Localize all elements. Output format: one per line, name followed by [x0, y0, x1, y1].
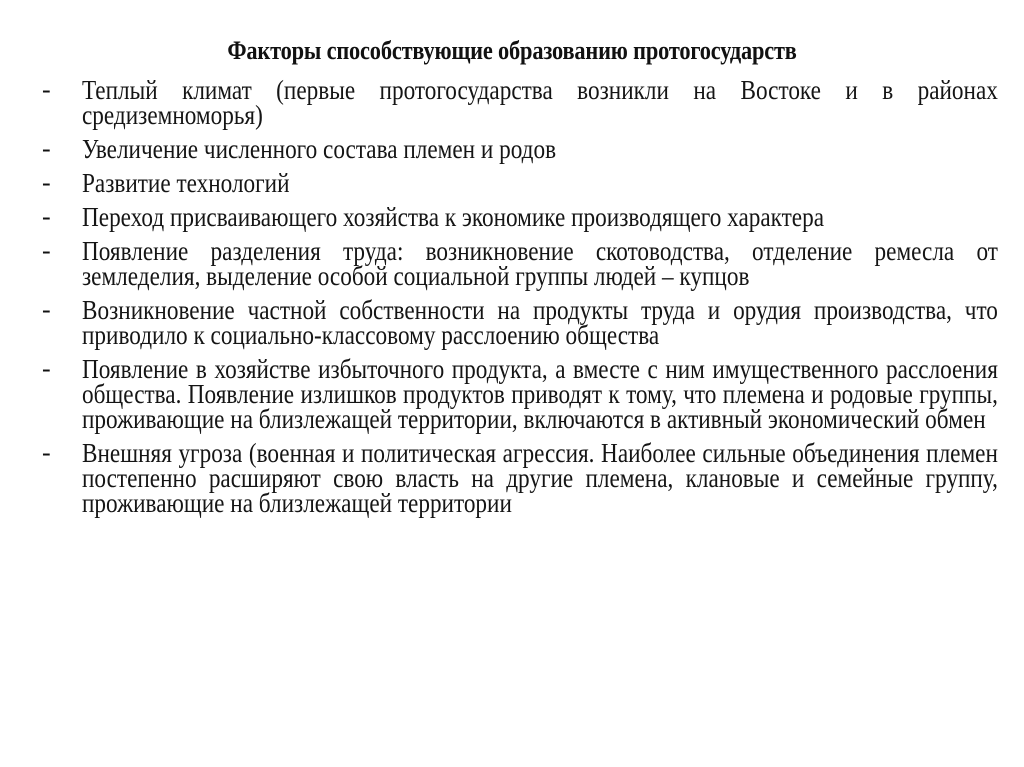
- list-item-text: Теплый климат (первые протогосударства возникли на Востоке и в районах средиземноморья): [82, 75, 998, 130]
- list-item-text: Появление разделения труда: возникновение скотоводства, отделение ремесла от земледелия, выделение особой социальной группы людей – купцов: [82, 236, 998, 291]
- list-item-text: Развитие технологий: [82, 168, 290, 198]
- slide-title: [0, 36, 1024, 66]
- list-item-text: Возникновение частной собственности на продукты труда и орудия производства, что приводило к социально-классовому расслоению общества: [82, 295, 998, 350]
- list-item-text: Внешняя угроза (военная и политическая агрессия. Наиболее сильные объединения племен постепенно расширяют свою власть на другие племена, клановые и семейные группу, проживающие на близлежащей территории: [82, 438, 998, 518]
- list-item: [0, 236, 1024, 291]
- slide-title-text: Факторы способствующие образованию протогосударств: [227, 36, 797, 65]
- list-item: [0, 202, 1024, 232]
- list-item: [0, 354, 1024, 434]
- list-item: [0, 295, 1024, 350]
- list-item: [0, 134, 1024, 164]
- bullet-dash: -: [42, 354, 51, 383]
- list-item-text: Появление в хозяйстве избыточного продукта, а вместе с ним имущественного расслоения общества. Появление излишков продуктов приводят к тому, что племена и родовые группы, проживающие на близлежащей территории, включаются в активный экономический обмен: [82, 354, 998, 434]
- bullet-dash: -: [42, 202, 51, 231]
- bullet-dash: -: [42, 236, 51, 265]
- bullet-dash: -: [42, 295, 51, 324]
- list-item-text: Увеличение численного состава племен и родов: [82, 134, 557, 164]
- bullet-dash: -: [42, 134, 51, 163]
- list-item-text: Переход присваивающего хозяйства к экономике производящего характера: [82, 202, 825, 232]
- bullet-dash: -: [42, 438, 51, 467]
- bullet-dash: -: [42, 75, 51, 104]
- list-item: [0, 75, 1024, 130]
- list-item: [0, 438, 1024, 518]
- list-item: [0, 168, 1024, 198]
- factors-list: [0, 75, 1024, 525]
- bullet-dash: -: [42, 168, 51, 197]
